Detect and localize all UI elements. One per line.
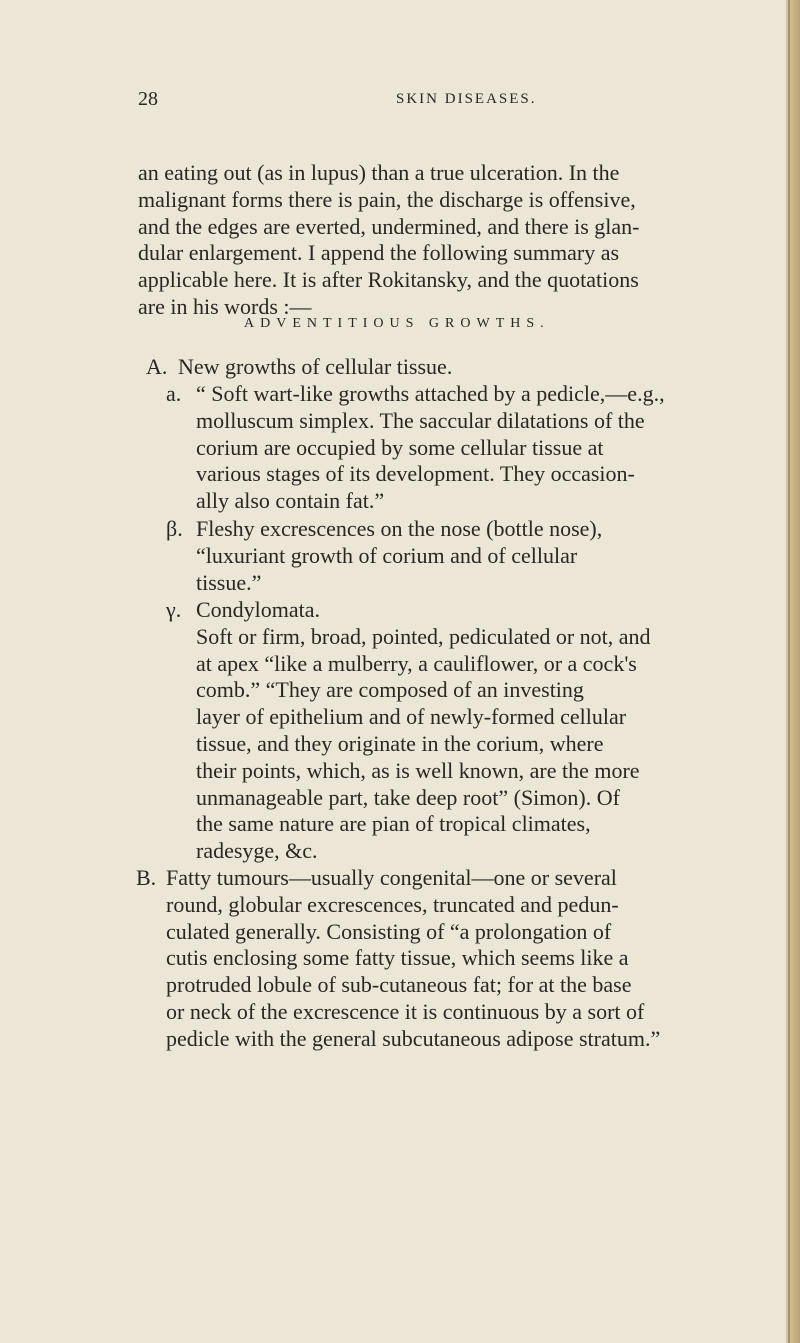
section-b-marker: B. bbox=[136, 865, 157, 890]
text-line: and the edges are everted, undermined, and there is glan- bbox=[138, 213, 640, 239]
text-line: pedicle with the general subcutaneous adipose stratum.” bbox=[166, 1025, 661, 1051]
text-line: various stages of its development. They occasion- bbox=[196, 461, 635, 487]
text-line: Soft or firm, broad, pointed, pediculated or not, and bbox=[196, 623, 651, 649]
intro-paragraph bbox=[138, 160, 768, 321]
item-beta-marker: β. bbox=[166, 516, 183, 541]
text-line: protruded lobule of sub-cutaneous fat; for at the base bbox=[166, 972, 632, 998]
item-beta bbox=[166, 516, 770, 596]
text-line: “luxuriant growth of corium and of cellular bbox=[196, 542, 578, 568]
item-alpha bbox=[166, 381, 770, 515]
text-line: an eating out (as in lupus) than a true ulceration. In the bbox=[138, 160, 620, 185]
text-line: applicable here. It is after Rokitansky, and the quotations bbox=[138, 267, 639, 293]
section-b bbox=[136, 865, 770, 1053]
text-line: molluscum simplex. The saccular dilatations of the bbox=[196, 407, 645, 433]
text-line: unmanageable part, take deep root” (Simon). Of bbox=[196, 784, 620, 810]
section-a-heading bbox=[146, 354, 452, 381]
text-line: their points, which, as is well known, are the more bbox=[196, 757, 640, 783]
section-heading: ADVENTITIOUS GROWTHS. bbox=[244, 316, 550, 331]
page-number: 28 bbox=[138, 88, 158, 110]
text-line: Condylomata. bbox=[196, 597, 321, 622]
text-line: round, globular excrescences, truncated and pedun- bbox=[166, 891, 619, 917]
text-line: malignant forms there is pain, the discharge is offensive, bbox=[138, 186, 636, 212]
text-line: culated generally. Consisting of “a prolongation of bbox=[166, 918, 612, 944]
item-alpha-marker: a. bbox=[166, 381, 182, 406]
text-line: the same nature are pian of tropical climates, bbox=[196, 811, 591, 837]
text-line: corium are occupied by some cellular tissue at bbox=[196, 434, 604, 460]
text-line: or neck of the excrescence it is continuous by a sort of bbox=[166, 998, 645, 1024]
text-line: radesyge, &c. bbox=[196, 838, 318, 864]
section-a-marker: A. bbox=[146, 354, 168, 379]
text-line: “ Soft wart-like growths attached by a pedicle,—e.g., bbox=[196, 381, 665, 406]
text-line: Fleshy excrescences on the nose (bottle nose), bbox=[196, 516, 603, 541]
page-header bbox=[138, 88, 778, 114]
text-line: at apex “like a mulberry, a cauliflower, or a cock's bbox=[196, 650, 637, 676]
text-line: Fatty tumours—usually congenital—one or several bbox=[166, 865, 617, 890]
text-line: ally also contain fat.” bbox=[196, 488, 385, 514]
text-line: tissue, and they originate in the corium, where bbox=[196, 730, 604, 756]
page-edge-shadow bbox=[788, 0, 790, 1343]
text-line: comb.” “They are composed of an investing bbox=[196, 677, 584, 703]
item-gamma bbox=[166, 597, 770, 865]
item-gamma-marker: γ. bbox=[166, 597, 182, 622]
running-head: SKIN DISEASES. bbox=[396, 91, 537, 107]
text-line: layer of epithelium and of newly-formed cellular bbox=[196, 704, 627, 730]
text-line: dular enlargement. I append the following summary as bbox=[138, 240, 620, 266]
text-line: cutis enclosing some fatty tissue, which seems like a bbox=[166, 945, 629, 971]
text-line: are in his words :— bbox=[138, 293, 312, 319]
section-a-title: New growths of cellular tissue. bbox=[178, 354, 453, 379]
text-line: tissue.” bbox=[196, 569, 262, 595]
